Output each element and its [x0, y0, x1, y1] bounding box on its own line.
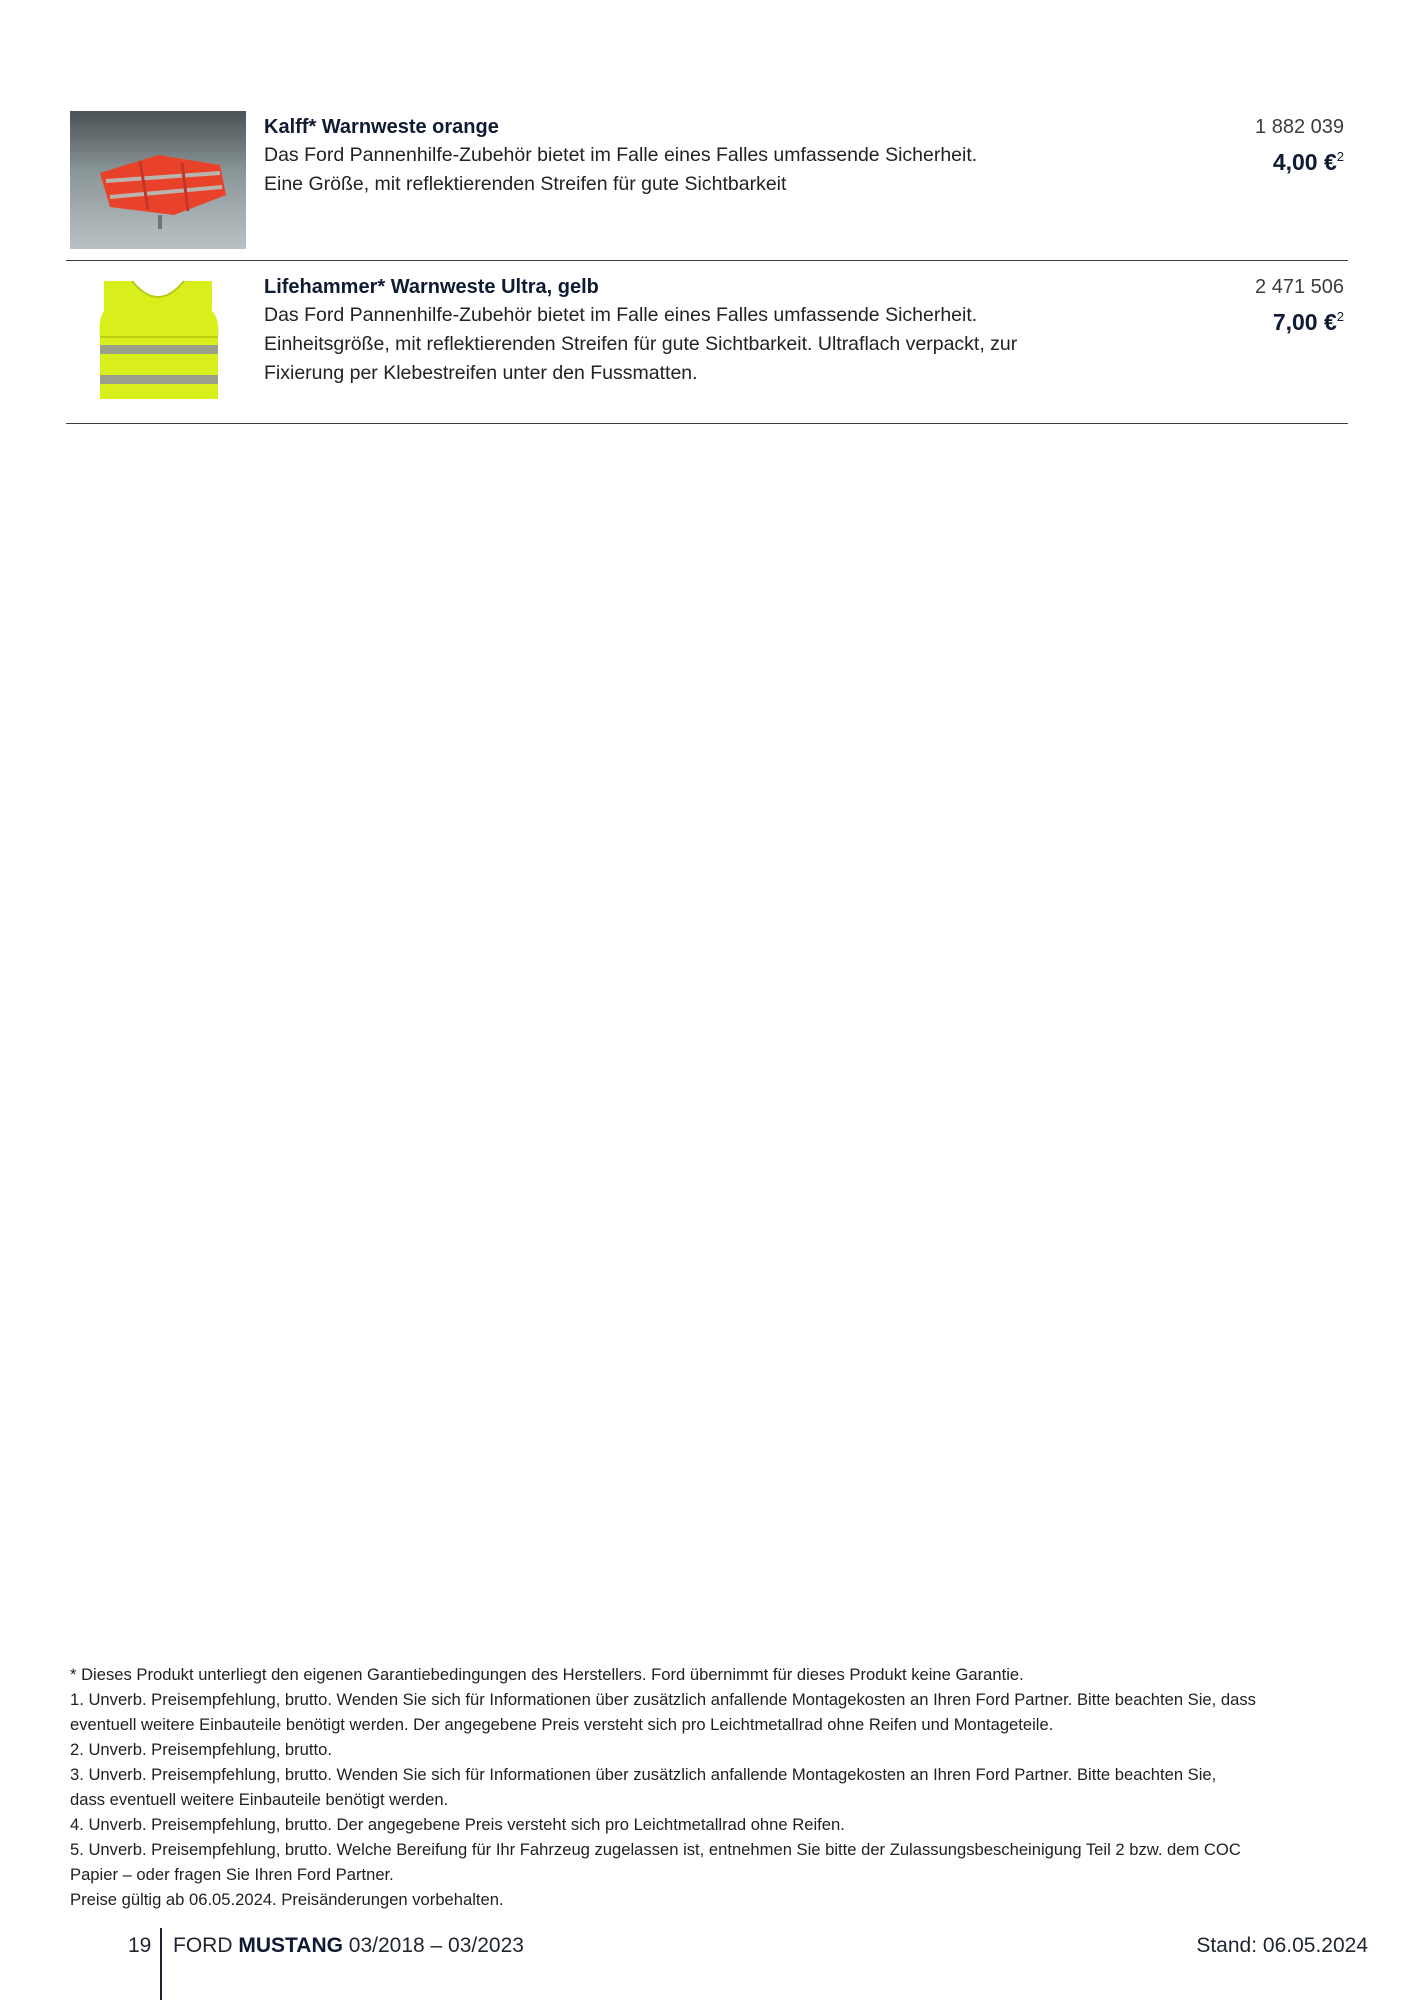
product-image-yellow-vest — [70, 271, 246, 411]
footer-date: Stand: 06.05.2024 — [1196, 1934, 1368, 1957]
footnote-line: 3. Unverb. Preisempfehlung, brutto. Wenden Sie sich für Informationen über zusätzlich anfallende Montagekosten an Ihren Ford Partner. Bitte beachten Sie, — [70, 1765, 1217, 1784]
product-description-line: Einheitsgröße, mit reflektierenden Streifen für gute Sichtbarkeit. Ultraflach verpackt, zur — [264, 333, 1018, 355]
page-footer — [0, 1930, 1413, 2000]
product-title: Lifehammer* Warnweste Ultra, gelb — [264, 276, 599, 298]
part-number: 2 471 506 — [1255, 276, 1344, 298]
product-description-line: Fixierung per Klebestreifen unter den Fussmatten. — [264, 362, 698, 384]
price-box — [1124, 273, 1344, 338]
footnote-line: dass eventuell weitere Einbauteile benötigt werden. — [70, 1790, 449, 1809]
footer-brand: FORD — [173, 1934, 233, 1957]
product-price — [1124, 301, 1344, 338]
footer-divider — [160, 1928, 162, 2000]
product-title: Kalff* Warnweste orange — [264, 116, 499, 138]
product-image-orange-vest — [70, 111, 246, 249]
product-description-line: Das Ford Pannenhilfe-Zubehör bietet im Falle eines Falles umfassende Sicherheit. — [264, 304, 978, 326]
footnote-line: 1. Unverb. Preisempfehlung, brutto. Wenden Sie sich für Informationen über zusätzlich anfallende Montagekosten an Ihren Ford Partner. Bitte beachten Sie, dass — [70, 1690, 1256, 1709]
price-value: 7,00 € — [1272, 309, 1337, 335]
price-value: 4,00 € — [1272, 149, 1337, 175]
product-description-line: Eine Größe, mit reflektierenden Streifen für gute Sichtbarkeit — [264, 173, 787, 195]
footnote-line: Papier – oder fragen Sie Ihren Ford Partner. — [70, 1865, 394, 1884]
product-description-line: Das Ford Pannenhilfe-Zubehör bietet im Falle eines Falles umfassende Sicherheit. — [264, 144, 978, 166]
footnote-line: 2. Unverb. Preisempfehlung, brutto. — [70, 1740, 332, 1759]
product-info — [264, 273, 1108, 388]
footnote-line: Preise gültig ab 06.05.2024. Preisänderungen vorbehalten. — [70, 1890, 504, 1909]
footnote-line: 4. Unverb. Preisempfehlung, brutto. Der angegebene Preis versteht sich pro Leichtmetallrad ohne Reifen. — [70, 1815, 845, 1834]
price-box — [1124, 113, 1344, 178]
footnote-line: eventuell weitere Einbauteile benötigt werden. Der angegebene Preis versteht sich pro Leichtmetallrad ohne Reifen und Montageteile. — [70, 1715, 1054, 1734]
product-info — [264, 113, 1108, 199]
product-list — [66, 108, 1348, 424]
footnotes — [70, 1662, 1370, 1912]
footnote-line: * Dieses Produkt unterliegt den eigenen Garantiebedingungen des Herstellers. Ford übernimmt für dieses Produkt keine Garantie. — [70, 1665, 1024, 1684]
footer-title — [173, 1930, 524, 1962]
price-footnote-mark: 2 — [1336, 309, 1344, 324]
product-row — [66, 108, 1348, 261]
footnote-line: 5. Unverb. Preisempfehlung, brutto. Welche Bereifung für Ihr Fahrzeug zugelassen ist, entnehmen Sie bitte der Zulassungsbescheinigung Teil 2 bzw. dem COC — [70, 1840, 1241, 1859]
product-price — [1124, 141, 1344, 178]
part-number: 1 882 039 — [1255, 116, 1344, 138]
price-footnote-mark: 2 — [1336, 149, 1344, 164]
product-row — [66, 261, 1348, 424]
page-number: 19 — [128, 1934, 152, 1957]
footer-period: 03/2018 – 03/2023 — [348, 1934, 524, 1957]
footer-model: MUSTANG — [238, 1934, 343, 1957]
